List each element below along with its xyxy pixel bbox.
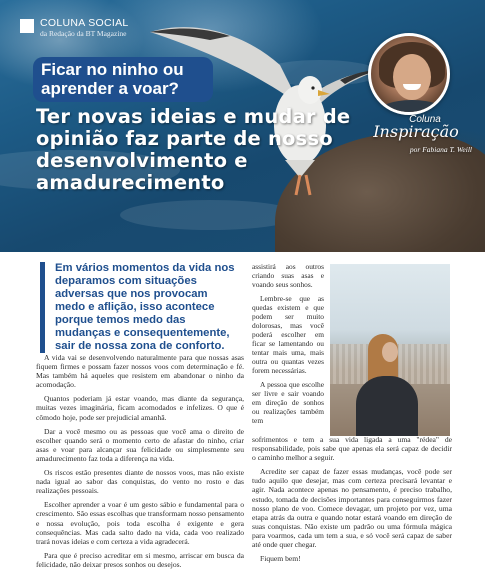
paragraph: Os riscos estão presentes diante de nossos voos, mas não existe nada igual ao sabor das conquistas, do vento no rosto e das realizações pessoais. [36, 468, 244, 496]
paragraph: sofrimentos e tem a sua vida ligada a uma "rédea" de responsabilidade, pois sabe que apenas ela será capaz de decidir o caminho melhor a seguir. [252, 435, 452, 463]
article-lead: Em vários momentos da vida nos deparamos com situações adversas que nos provocam medo e aflição, isso acontece porque temos medo das mudanças e consequentemente, sair de nossa zona de conforto. [40, 262, 240, 353]
paragraph: Escolher aprender a voar é um gesto sábio e fundamental para o crescimento. São essas escolhas que transformam nosso pensamento e nossa evolução, pois toda escolha é exigente e gera consequências. Mas cada salto dado na vida, cada voo realizado trará novas ideias e com certeza a vida agradecerá. [36, 500, 244, 546]
column-name: Inspiração [373, 122, 459, 141]
square-marker-icon [20, 19, 34, 33]
article-column-left [36, 353, 244, 574]
column-author: por Fabiana T. Weill [409, 145, 472, 154]
paragraph: Acredite ser capaz de fazer essas mudanças, você pode ser tudo aquilo que desejar, mas com certeza precisará levantar e agir. Nada acontece apenas no pensamento, é preciso trabalho, estudo, tomada de decisões importantes para conseguirmos fazer nosso plano de voo. Comece devagar, um projeto por vez, uma etapa atrás da outra e quando notar estará voando em direção de suas conquistas. Não existe um padrão ou uma fórmula mágica para voarmos, cada um tem a sua, e só você será capaz de saber até onde quer chegar. [252, 467, 452, 550]
paragraph: Dar a você mesmo ou as pessoas que você ama o direito de escolher quando será o momento certo de afastar do ninho, criar asas e voar para alcançar sua felicidade ou simplesmente seu amadurecimento faz toda a diferença na vida. [36, 426, 244, 463]
paragraph: A vida vai se desenvolvendo naturalmente para que nossas asas fiquem firmes e possam fazer nossos voos com determinação e fé. Mas também há aqueles que resistem em abandonar o ninho da acomodação. [36, 353, 244, 390]
paragraph: assistirá aos outros criando suas asas e voando seus sonhos. [252, 262, 324, 289]
columnist-portrait [368, 33, 450, 115]
hero-banner [0, 0, 485, 252]
section-subtitle: da Redação da BT Magazine [40, 29, 127, 38]
paragraph: Para que é preciso acreditar em si mesmo, arriscar em busca da felicidade, não deixar presos sonhos ou desejos. [36, 550, 244, 569]
section-title: COLUNA SOCIAL [40, 17, 129, 29]
article-photo [330, 264, 450, 436]
paragraph: A pessoa que escolhe ser livre e sair voando em direção de sonhos ou realizações também tem [252, 380, 324, 425]
closing-line: Fiquem bem! [260, 554, 301, 564]
column-label: Coluna [409, 114, 441, 125]
paragraph: Quantos poderiam já estar voando, mas diante da segurança, muitas vezes imaginária, ficam acomodados e infelizes. O que é cômodo hoje, pode ser prejudicial amanhã. [36, 394, 244, 422]
paragraph: Lembre-se que as quedas existem e que podem ser muito dolorosas, mas você poderá escolher em ficar se lamentando ou tentar mais uma, mais outra ou quantas vezes forem necessárias. [252, 294, 324, 375]
article-column-right [252, 435, 452, 568]
section-header [20, 18, 129, 39]
article-headline: Ter novas ideias e mudar de opinião faz parte de nosso desenvolvimento e amadurecimento [36, 105, 351, 194]
article-kicker: Ficar no ninho ou aprender a voar? [33, 57, 213, 102]
article-column-middle [252, 262, 324, 430]
wave-highlight [120, 200, 300, 230]
